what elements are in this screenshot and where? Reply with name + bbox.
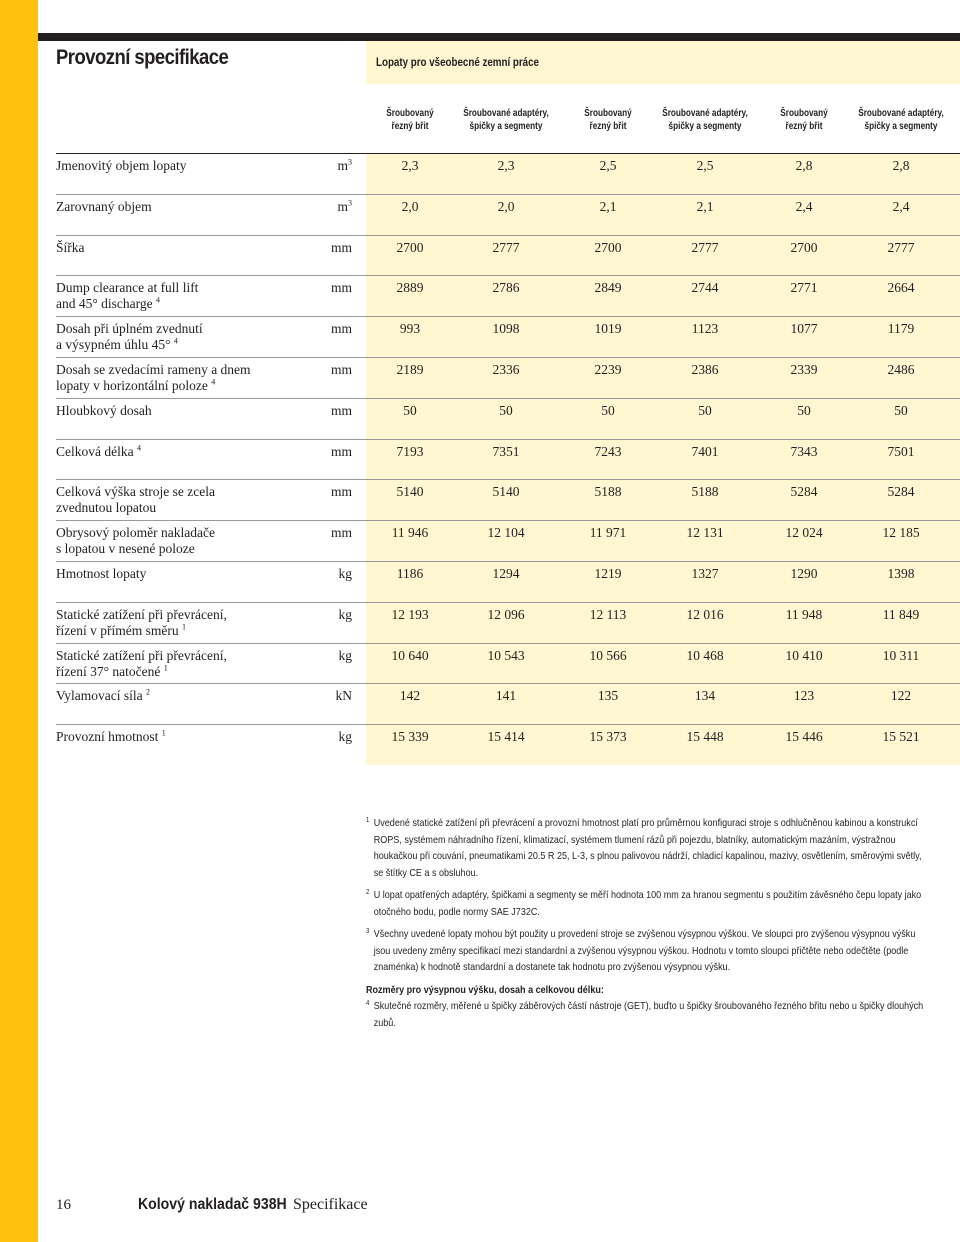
row-values xyxy=(366,317,960,357)
table-cell: 5284 xyxy=(790,484,818,500)
page-number: 16 xyxy=(56,1197,71,1213)
table-cell: 2771 xyxy=(790,280,818,296)
row-label xyxy=(56,158,316,174)
table-cell: 5188 xyxy=(594,484,622,500)
unit-text: mm xyxy=(330,361,352,377)
row-label xyxy=(56,688,316,704)
table-row xyxy=(56,275,960,316)
row-values xyxy=(366,521,960,561)
unit-text: mm xyxy=(330,280,352,296)
row-values xyxy=(366,480,960,520)
table-cell: 11 971 xyxy=(589,525,627,541)
unit-text: kg xyxy=(338,647,352,663)
row-unit xyxy=(328,158,352,174)
row-label-line1: Vylamovací síla xyxy=(56,688,143,704)
row-unit xyxy=(328,362,352,378)
row-values xyxy=(366,562,960,602)
footnote-4 xyxy=(366,998,933,1031)
column-header-line1: Šroubovaný xyxy=(780,108,828,119)
table-cell: 2777 xyxy=(691,239,719,255)
table-cell: 11 946 xyxy=(391,525,429,541)
table-cell: 2386 xyxy=(691,361,719,377)
table-cell: 15 521 xyxy=(882,729,920,745)
table-cell: 2,0 xyxy=(401,198,419,214)
row-unit xyxy=(328,240,352,256)
table-cell: 5284 xyxy=(887,484,915,500)
table-cell: 2664 xyxy=(887,280,915,296)
table-cell: 7501 xyxy=(887,443,915,459)
unit-text: mm xyxy=(330,525,352,541)
table-row xyxy=(56,398,960,439)
table-cell: 2336 xyxy=(492,361,520,377)
column-header xyxy=(662,107,748,133)
row-label xyxy=(56,525,316,557)
table-cell: 10 311 xyxy=(882,647,920,663)
table-cell: 141 xyxy=(495,688,517,704)
footnote-ref: 4 xyxy=(136,443,141,453)
table-cell: 12 096 xyxy=(487,606,525,622)
unit-text: kg xyxy=(338,565,352,581)
table-row xyxy=(56,357,960,398)
row-label-line1: Obrysový poloměr nakladače xyxy=(56,525,215,541)
row-label-line2: a výsypném úhlu 45° xyxy=(56,337,171,353)
row-label-line1: Statické zatížení při převrácení, xyxy=(56,647,227,663)
footnotes xyxy=(366,815,926,1037)
table-cell: 2,3 xyxy=(401,158,419,173)
row-values xyxy=(366,440,960,480)
spec-table xyxy=(56,153,960,765)
table-cell: 123 xyxy=(793,688,815,704)
page-title: Provozní specifikace xyxy=(56,46,229,69)
column-header-line1: Šroubovaný xyxy=(386,108,434,119)
top-rule xyxy=(38,33,960,41)
table-cell: 2744 xyxy=(691,280,719,296)
footnote-number: 1 xyxy=(366,817,370,824)
footnote-3 xyxy=(366,926,933,976)
row-label-line1: Dosah se zvedacími rameny a dnem xyxy=(56,361,251,377)
footnote-1 xyxy=(366,815,933,881)
table-cell: 12 185 xyxy=(882,525,920,541)
row-label-line1: Celková výška stroje se zcela xyxy=(56,484,215,500)
column-header-line1: Šroubované adaptéry, xyxy=(463,108,549,119)
row-values xyxy=(366,644,960,684)
table-cell: 50 xyxy=(403,402,417,418)
table-cell: 15 373 xyxy=(589,729,627,745)
footer-title-regular: Specifikace xyxy=(292,1196,368,1213)
table-cell: 2239 xyxy=(594,361,622,377)
table-cell: 15 448 xyxy=(686,729,724,745)
footnote-ref: 1 xyxy=(161,728,166,738)
unit-text: m xyxy=(337,158,348,173)
table-cell: 50 xyxy=(797,402,811,418)
table-cell: 122 xyxy=(890,688,912,704)
table-cell: 12 016 xyxy=(686,606,724,622)
table-cell: 2486 xyxy=(887,361,915,377)
table-row xyxy=(56,153,960,194)
table-cell: 2700 xyxy=(396,239,424,255)
column-headers xyxy=(366,84,960,153)
table-cell: 2,5 xyxy=(696,158,714,173)
row-unit xyxy=(328,607,352,623)
table-cell: 134 xyxy=(694,688,716,704)
row-label xyxy=(56,607,316,639)
table-cell: 1179 xyxy=(887,321,915,337)
table-cell: 2,3 xyxy=(497,158,515,173)
column-header-line2: řezný břit xyxy=(589,121,627,132)
table-row xyxy=(56,316,960,357)
table-row xyxy=(56,602,960,643)
unit-exponent: 3 xyxy=(348,198,352,208)
row-values xyxy=(366,358,960,398)
table-cell: 11 948 xyxy=(785,606,823,622)
column-header xyxy=(584,107,631,133)
table-cell: 1327 xyxy=(691,565,719,581)
row-label xyxy=(56,199,316,215)
row-label xyxy=(56,240,316,256)
table-cell: 50 xyxy=(499,402,513,418)
row-unit xyxy=(328,403,352,419)
row-label-line2: and 45° discharge xyxy=(56,296,153,312)
row-unit xyxy=(328,688,352,704)
table-cell: 1098 xyxy=(492,321,520,337)
table-cell: 1219 xyxy=(594,565,622,581)
table-cell: 12 193 xyxy=(391,606,429,622)
unit-text: kg xyxy=(338,606,352,622)
row-label xyxy=(56,321,316,353)
table-cell: 7343 xyxy=(790,443,818,459)
footer-title xyxy=(138,1196,368,1214)
table-cell: 5140 xyxy=(396,484,424,500)
unit-text: mm xyxy=(330,484,352,500)
row-label-line1: Dump clearance at full lift xyxy=(56,280,199,296)
row-label-line2: s lopatou v nesené poloze xyxy=(56,541,195,557)
row-label-line2: zvednutou lopatou xyxy=(56,500,157,516)
table-cell: 2,8 xyxy=(795,158,813,173)
row-label-line1: Dosah při úplném zvednutí xyxy=(56,321,203,337)
row-unit xyxy=(328,280,352,296)
section-title: Lopaty pro všeobecné zemní práce xyxy=(376,57,539,69)
row-label-line1: Provozní hmotnost xyxy=(56,729,159,745)
column-header-line1: Šroubovaný xyxy=(584,108,632,119)
footnote-number: 4 xyxy=(366,1000,370,1007)
table-cell: 7351 xyxy=(492,443,520,459)
column-header-line2: řezný břit xyxy=(785,121,823,132)
table-cell: 135 xyxy=(597,688,619,704)
column-header-line1: Šroubované adaptéry, xyxy=(858,108,944,119)
table-cell: 12 131 xyxy=(686,525,724,541)
row-label xyxy=(56,648,316,680)
table-cell: 2777 xyxy=(492,239,520,255)
row-unit xyxy=(328,648,352,664)
table-cell: 2,4 xyxy=(795,198,813,214)
table-cell: 11 849 xyxy=(882,606,920,622)
table-cell: 10 410 xyxy=(785,647,823,663)
footnote-ref: 4 xyxy=(156,295,160,305)
row-unit xyxy=(328,525,352,541)
footnote-ref: 4 xyxy=(173,336,178,346)
column-header-line2: špičky a segmenty xyxy=(864,121,938,132)
table-cell: 10 566 xyxy=(589,647,627,663)
row-label xyxy=(56,484,316,516)
footnote-ref: 2 xyxy=(145,687,150,697)
table-cell: 142 xyxy=(399,688,421,704)
table-cell: 1186 xyxy=(396,565,424,581)
row-label xyxy=(56,403,316,419)
row-label-line2: řízení v přímém směru xyxy=(56,622,179,638)
unit-text: mm xyxy=(330,402,352,418)
unit-text: mm xyxy=(330,239,352,255)
table-cell: 5140 xyxy=(492,484,520,500)
row-label-line1: Šířka xyxy=(56,239,85,255)
table-row xyxy=(56,194,960,235)
table-cell: 2777 xyxy=(887,239,915,255)
column-header xyxy=(780,107,827,133)
table-row xyxy=(56,439,960,480)
row-values xyxy=(366,725,960,765)
footnote-text: U lopat opatřených adaptéry, špičkami a segmenty se měří hodnota 100 mm za hranou segmentu s použitím závěsného čepu lopaty jako otočného bodu, podle normy SAE J732C. xyxy=(373,889,922,918)
row-label-line2: lopaty v horizontální poloze xyxy=(56,377,208,393)
table-cell: 2189 xyxy=(396,361,424,377)
table-cell: 2,0 xyxy=(497,198,515,214)
row-label-line1: Zarovnaný objem xyxy=(56,198,152,214)
footnote-text: Skutečné rozměry, měřené u špičky záběrových částí nástroje (GET), buďto u špičky šroubovaného řezného břitu nebo u špičky dlouhých zubů. xyxy=(373,1000,924,1029)
row-values xyxy=(366,684,960,724)
table-cell: 10 640 xyxy=(391,647,429,663)
table-cell: 12 024 xyxy=(785,525,823,541)
row-values xyxy=(366,236,960,276)
footnote-ref: 4 xyxy=(211,377,216,387)
table-row xyxy=(56,724,960,765)
table-cell: 10 468 xyxy=(686,647,724,663)
footnote-ref: 1 xyxy=(181,622,186,632)
table-cell: 2786 xyxy=(492,280,520,296)
table-cell: 2,4 xyxy=(892,198,910,214)
table-cell: 2700 xyxy=(790,239,818,255)
row-label xyxy=(56,566,316,582)
row-values xyxy=(366,603,960,643)
table-cell: 5188 xyxy=(691,484,719,500)
footer-title-bold: Kolový nakladač 938H xyxy=(138,1196,287,1213)
unit-exponent: 3 xyxy=(348,157,352,167)
unit-text: m xyxy=(337,198,348,214)
row-values xyxy=(366,399,960,439)
table-cell: 2849 xyxy=(594,280,622,296)
table-cell: 1019 xyxy=(594,321,622,337)
footnote-text: Uvedené statické zatížení při převrácení a provozní hmotnost platí pro průměrnou konfiguraci stroje s odhlučněnou kabinou a konstrukcí ROPS, systémem náhradního řízení, klimatizací, systémem tlumení rázů při pojezdu, blatníky, automatickým mazáním, výstražnou houkačkou při couvání, pneumatikami 20.5 R 25, L-3, s plnou palivovou nádrží, chladicí kapalinou, mazivy, osvětlením, směrovými světly, se štítky CE a s obsluhou. xyxy=(373,817,922,879)
table-cell: 15 339 xyxy=(391,729,429,745)
row-values xyxy=(366,154,960,194)
row-label xyxy=(56,444,316,460)
section-header xyxy=(366,41,960,84)
column-header-line1: Šroubované adaptéry, xyxy=(662,108,748,119)
table-row xyxy=(56,643,960,684)
table-row xyxy=(56,479,960,520)
table-cell: 50 xyxy=(894,402,908,418)
table-cell: 2,1 xyxy=(599,198,617,214)
table-cell: 12 104 xyxy=(487,525,525,541)
table-cell: 15 414 xyxy=(487,729,525,745)
column-header xyxy=(858,107,944,133)
footnote-heading: Rozměry pro výsypnou výšku, dosah a celkovou délku: xyxy=(366,983,604,996)
table-cell: 50 xyxy=(601,402,615,418)
table-row xyxy=(56,235,960,276)
row-unit xyxy=(328,199,352,215)
table-cell: 1290 xyxy=(790,565,818,581)
table-cell: 2,8 xyxy=(892,158,910,173)
row-label-line1: Statické zatížení při převrácení, xyxy=(56,606,227,622)
row-values xyxy=(366,276,960,316)
unit-text: mm xyxy=(330,321,352,337)
row-unit xyxy=(328,484,352,500)
column-header-line2: špičky a segmenty xyxy=(469,121,543,132)
row-label xyxy=(56,280,316,312)
table-cell: 993 xyxy=(399,321,421,337)
table-cell: 2,1 xyxy=(696,198,714,214)
table-cell: 7243 xyxy=(594,443,622,459)
row-unit xyxy=(328,444,352,460)
row-unit xyxy=(328,566,352,582)
table-row xyxy=(56,683,960,724)
yellow-side-bar xyxy=(0,0,38,1242)
footnote-2 xyxy=(366,887,933,920)
table-cell: 15 446 xyxy=(785,729,823,745)
row-label-line2: řízení 37° natočené xyxy=(56,663,161,679)
unit-text: kN xyxy=(335,688,352,704)
footnote-text: Všechny uvedené lopaty mohou být použity u provedení stroje se zvýšenou výsypnou výškou. Ve sloupci pro zvýšenou výsypnou výšku jsou uvedeny změny specifikací mezi standardní a zvýšenou výsypnou výškou. Hodnotu v tomto sloupci přičtěte nebo odečtěte (podle znaménka) k hodnotě standardní a dostanete tak hodnotu pro zvýšenou výsypnou výšku. xyxy=(373,928,916,973)
footnote-number: 2 xyxy=(366,889,370,896)
row-label-line1: Jmenovitý objem lopaty xyxy=(56,158,187,173)
table-cell: 1077 xyxy=(790,321,818,337)
column-header-line2: špičky a segmenty xyxy=(668,121,742,132)
column-header-line2: řezný břit xyxy=(391,121,429,132)
column-header xyxy=(463,107,549,133)
row-unit xyxy=(328,729,352,745)
row-label-line1: Hmotnost lopaty xyxy=(56,565,147,581)
table-cell: 10 543 xyxy=(487,647,525,663)
table-row xyxy=(56,561,960,602)
row-values xyxy=(366,195,960,235)
table-cell: 2700 xyxy=(594,239,622,255)
row-unit xyxy=(328,321,352,337)
table-cell: 12 113 xyxy=(589,606,627,622)
row-label xyxy=(56,729,316,745)
row-label-line1: Hloubkový dosah xyxy=(56,402,152,418)
table-cell: 50 xyxy=(698,402,712,418)
column-header xyxy=(386,107,433,133)
row-label xyxy=(56,362,316,394)
table-cell: 7193 xyxy=(396,443,424,459)
table-cell: 1398 xyxy=(887,565,915,581)
table-cell: 1294 xyxy=(492,565,520,581)
table-cell: 2,5 xyxy=(599,158,617,173)
unit-text: mm xyxy=(330,443,352,459)
table-cell: 1123 xyxy=(691,321,719,337)
unit-text: kg xyxy=(338,729,352,745)
table-cell: 2339 xyxy=(790,361,818,377)
table-cell: 7401 xyxy=(691,443,719,459)
footnote-number: 3 xyxy=(366,928,370,935)
table-cell: 2889 xyxy=(396,280,424,296)
row-label-line1: Celková délka xyxy=(56,443,134,459)
footnote-ref: 1 xyxy=(163,663,168,673)
table-row xyxy=(56,520,960,561)
